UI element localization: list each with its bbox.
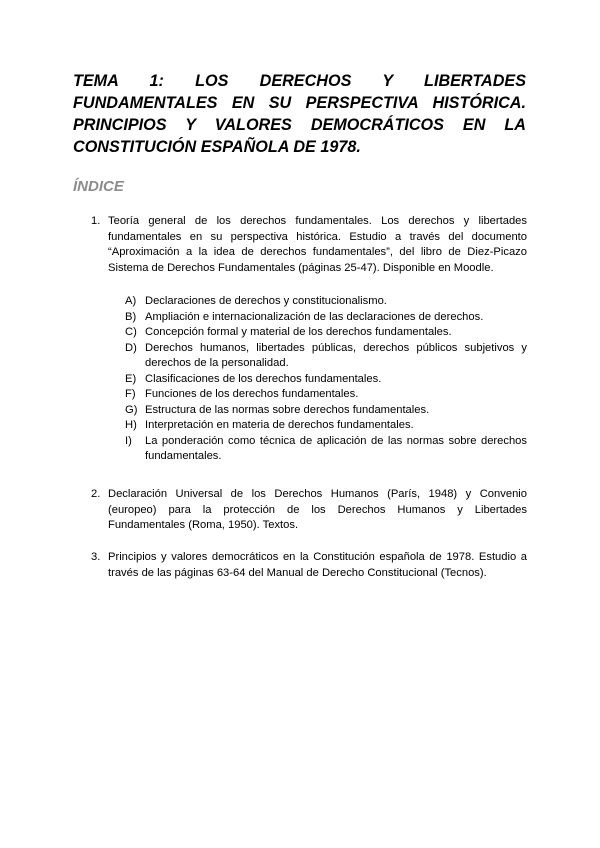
sublist-item [125, 418, 527, 434]
sublist-item [125, 434, 527, 465]
list-item [91, 214, 527, 276]
sublist [125, 294, 527, 465]
sublist-item-text: Concepción formal y material de los derechos fundamentales. [145, 326, 452, 338]
sublist-item-letter: G) [125, 403, 138, 416]
list-item-text: Declaración Universal de los Derechos Humanos (París, 1948) y Convenio (europeo) para la protección de los Derechos Humanos y Libertades Fundamentales (Roma, 1950). Textos. [108, 488, 527, 531]
list-item-number: 3. [91, 551, 101, 563]
list-item-text: Teoría general de los derechos fundamentales. Los derechos y libertades fundamentales en su perspectiva histórica. Estudio a través del documento “Aproximación a la idea de derechos fundamentales”, del libro de Diez-Picazo Sistema de Derechos Fundamentales (páginas 25-47). Disponible en Moodle. [108, 215, 527, 274]
sublist-item [125, 403, 527, 419]
list-item-text: Principios y valores democráticos en la Constitución española de 1978. Estudio a través de las páginas 63-64 del Manual de Derecho Constitucional (Tecnos). [108, 551, 527, 579]
list-item [91, 550, 527, 581]
sublist-item-text: Funciones de los derechos fundamentales. [145, 388, 359, 400]
list-item-number: 2. [91, 488, 101, 500]
sublist-item-text: La ponderación como técnica de aplicación de las normas sobre derechos fundamentales. [145, 434, 527, 462]
sublist-item-text: Interpretación en materia de derechos fundamentales. [145, 419, 414, 431]
sublist-item-text: Declaraciones de derechos y constitucionalismo. [145, 295, 387, 307]
sublist-item-letter: C) [125, 326, 137, 338]
sublist-item-letter: A) [125, 295, 137, 307]
list-item-number: 1. [91, 215, 101, 227]
sublist-item [125, 372, 527, 388]
sublist-item-text: Estructura de las normas sobre derechos fundamentales. [145, 403, 430, 416]
sublist-item [125, 325, 527, 341]
document-title: TEMA 1: LOS DERECHOS Y LIBERTADES FUNDAMENTALES EN SU PERSPECTIVA HISTÓRICA. PRINCIPIOS Y VALORES DEMOCRÁTICOS EN LA CONSTITUCIÓN ESPAÑOLA DE 1978. [73, 72, 526, 156]
sublist-item [125, 387, 527, 403]
sublist-item-letter: E) [125, 372, 137, 385]
sublist-item-text: Ampliación e internacionalización de las declaraciones de derechos. [145, 310, 484, 323]
sublist-item-letter: I) [125, 434, 132, 447]
sublist-item-letter: H) [125, 419, 137, 431]
sublist-item [125, 294, 527, 310]
sublist-item-letter: B) [125, 310, 137, 323]
sublist-item-text: Clasificaciones de los derechos fundamentales. [145, 372, 382, 385]
sublist-item [125, 310, 527, 326]
list-item [91, 487, 527, 534]
index-heading: ÍNDICE [73, 178, 124, 195]
sublist-item-letter: F) [125, 388, 136, 400]
sublist-item-text: Derechos humanos, libertades públicas, derechos públicos subjetivos y derechos de la personalidad. [145, 341, 527, 369]
sublist-item-letter: D) [125, 341, 137, 354]
sublist-item [125, 341, 527, 372]
